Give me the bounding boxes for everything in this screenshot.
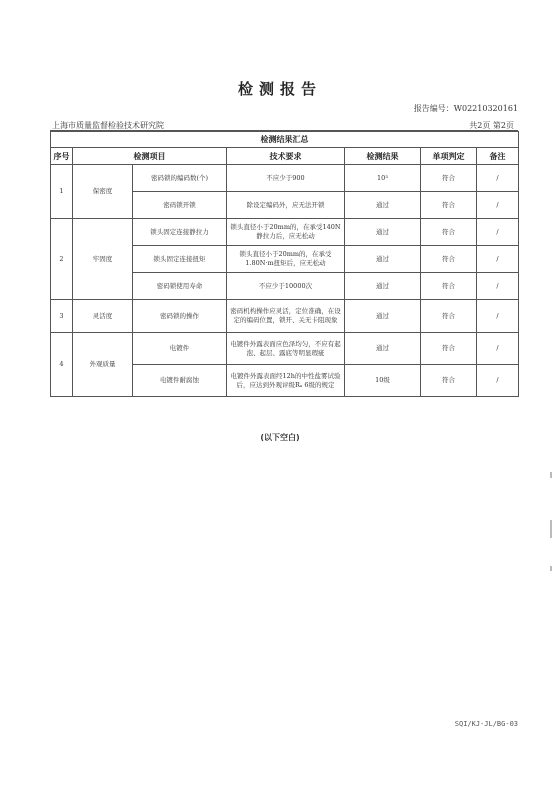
report-title: 检测报告 [237, 80, 322, 98]
blank-below-note: (以下空白) [260, 433, 300, 442]
col-header-result: 检测结果 [345, 148, 421, 165]
requirement: 锁头直径小于20mm的，在承受1.80N·m扭矩后，应无松动 [227, 246, 345, 273]
scan-artifact [550, 472, 552, 478]
test-item: 电镀件耐腐蚀 [133, 365, 227, 397]
result: 通过 [345, 273, 421, 300]
col-header-remark: 备注 [477, 148, 519, 165]
verdict: 符合 [421, 192, 477, 219]
verdict: 符合 [421, 273, 477, 300]
table-row [51, 300, 519, 333]
group-number: 4 [51, 333, 73, 397]
result: 通过 [345, 219, 421, 246]
remark: / [477, 333, 519, 365]
report-number [414, 103, 518, 114]
remark: / [477, 165, 519, 192]
table-row [51, 333, 519, 365]
test-item: 密码锁的编码数(个) [133, 165, 227, 192]
col-header-verdict: 单项判定 [421, 148, 477, 165]
group-number: 2 [51, 219, 73, 300]
result: 10级 [345, 365, 421, 397]
table-caption: 检测结果汇总 [51, 132, 519, 148]
test-item: 密码锁开锁 [133, 192, 227, 219]
requirement: 电镀件外露表面经12h的中性盐雾试验后，应达到外观评级Rₐ 6级的规定 [227, 365, 345, 397]
test-item: 密码锁使用寿命 [133, 273, 227, 300]
table-row [51, 165, 519, 192]
result: 通过 [345, 192, 421, 219]
remark: / [477, 300, 519, 333]
verdict: 符合 [421, 246, 477, 273]
group-category: 外观质量 [73, 333, 133, 397]
group-category: 牢固度 [73, 219, 133, 300]
remark: / [477, 192, 519, 219]
requirement: 不应少于10000次 [227, 273, 345, 300]
result: 10³ [345, 165, 421, 192]
group-number: 1 [51, 165, 73, 219]
page-count: 共2页 第2页 [469, 121, 514, 130]
verdict: 符合 [421, 333, 477, 365]
test-item: 密码锁的操作 [133, 300, 227, 333]
table-caption-row [51, 132, 519, 148]
remark: / [477, 219, 519, 246]
report-number-label: 报告编号： [413, 104, 454, 113]
form-code: SQI/KJ-JL/BG-03 [454, 720, 518, 728]
scan-artifact [550, 566, 552, 571]
test-item: 电镀件 [133, 333, 227, 365]
test-item: 锁头固定连接静拉力 [133, 219, 227, 246]
organization-name: 上海市质量监督检验技术研究院 [52, 121, 164, 130]
table-header-row [51, 148, 519, 165]
remark: / [477, 365, 519, 397]
verdict: 符合 [421, 300, 477, 333]
result: 通过 [345, 246, 421, 273]
report-number-value: W02210320161 [453, 104, 518, 113]
col-header-requirement: 技术要求 [227, 148, 345, 165]
verdict: 符合 [421, 219, 477, 246]
test-item: 锁头固定连接扭矩 [133, 246, 227, 273]
results-table [50, 131, 519, 397]
group-category: 保密度 [73, 165, 133, 219]
requirement: 除设定编码外，应无法开锁 [227, 192, 345, 219]
remark: / [477, 273, 519, 300]
col-header-no: 序号 [51, 148, 73, 165]
requirement: 锁头直径小于20mm的，在承受140N静拉力后，应无松动 [227, 219, 345, 246]
col-header-item: 检测项目 [73, 148, 227, 165]
requirement: 不应少于900 [227, 165, 345, 192]
scan-artifact [550, 520, 552, 538]
group-number: 3 [51, 300, 73, 333]
result: 通过 [345, 300, 421, 333]
verdict: 符合 [421, 165, 477, 192]
requirement: 密码机构操作应灵活，定位准确，在设定的编码位置，锁开、关无卡阻现象 [227, 300, 345, 333]
requirement: 电镀件外露表面应色泽均匀，不应有起泡、起层、露底等明显瑕疵 [227, 333, 345, 365]
result: 通过 [345, 333, 421, 365]
remark: / [477, 246, 519, 273]
verdict: 符合 [421, 365, 477, 397]
table-row [51, 219, 519, 246]
group-category: 灵活度 [73, 300, 133, 333]
